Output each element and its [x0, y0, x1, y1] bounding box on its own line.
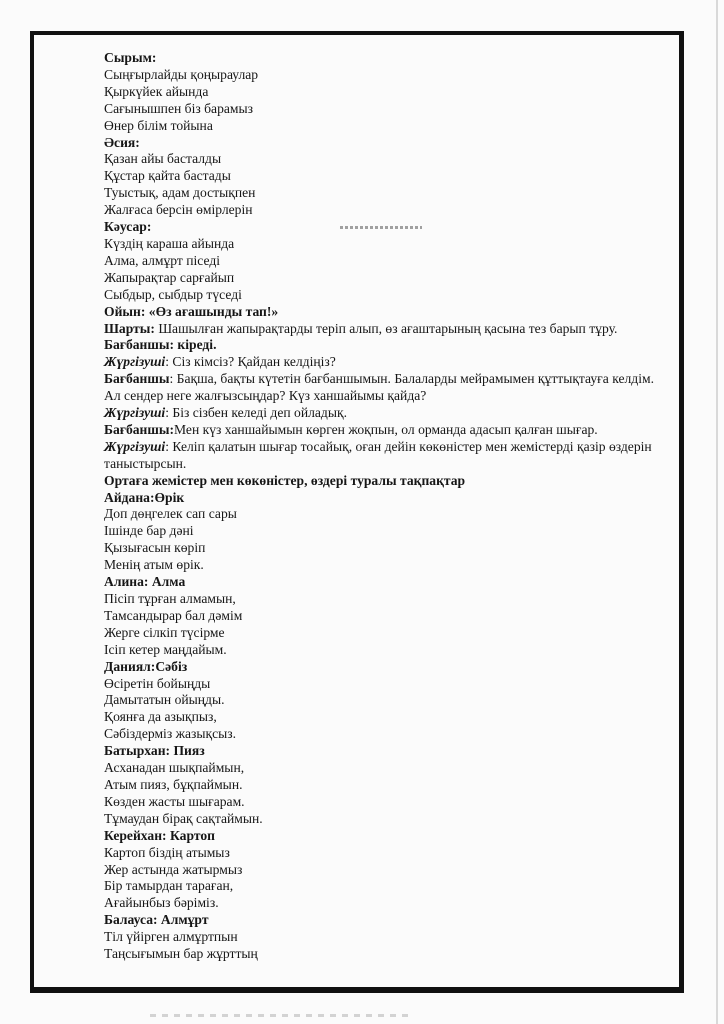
text-line: [104, 676, 664, 693]
text-line: [104, 878, 664, 895]
dialogue-text: : Сіз кімсіз? Қайдан келдіңіз?: [165, 354, 336, 370]
verse-line: Бір тамырдан тараған,: [104, 878, 234, 894]
verse-line: Менің атым өрік.: [104, 557, 204, 573]
speaker-label: Жүргізуші: [104, 405, 166, 421]
text-line: [104, 608, 664, 625]
text-line: [104, 811, 664, 828]
verse-line: Сыңғырлайды қоңыраулар: [104, 66, 259, 82]
verse-line: Тамсандырар бал дәмім: [104, 607, 243, 623]
verse-line: Тіл үйірген алмұртпын: [104, 929, 238, 945]
verse-line: Сәбіздерміз жазықсыз.: [104, 726, 237, 742]
text-line: [104, 67, 664, 84]
text-line: [104, 236, 664, 253]
speaker-label: Жүргізуші: [104, 438, 166, 454]
text-line: [104, 202, 664, 219]
speaker-label: Жүргізуші: [104, 354, 166, 370]
verse-line: Пісіп тұрған алмамын,: [104, 591, 236, 606]
verse-line: Жапырақтар сарғайып: [104, 269, 235, 285]
verse-line: Жалғаса берсін өмірлерін: [104, 202, 253, 218]
verse-line: Күздің караша айында: [104, 235, 235, 251]
text-line: [104, 439, 664, 473]
text-line: [104, 828, 664, 845]
text-line: [104, 185, 664, 202]
verse-line: Қоянға да азықпыз,: [104, 709, 217, 725]
speaker-label: Бағбаншы:: [104, 421, 174, 437]
verse-line: Картоп біздің атымыз: [104, 844, 230, 860]
verse-line: Өнер білім тойына: [104, 117, 213, 133]
speaker-heading: Бағбаншы: кіреді.: [104, 337, 217, 353]
text-line: [104, 692, 664, 709]
dialogue-text: : Келіп қалатын шығар тосайық, оған дейін көкөністер мен жемістерді қазір өздерін таныстырсын.: [104, 438, 652, 471]
verse-line: Дамытатын ойыңды.: [104, 692, 225, 708]
verse-line: Таңсығымын бар жұрттың: [104, 946, 258, 962]
verse-line: Құстар қайта бастады: [104, 168, 231, 184]
speaker-heading: Керейхан: Картоп: [104, 827, 215, 843]
scan-edge: [716, 0, 718, 1024]
speaker-heading: Айдана:Өрік: [104, 489, 185, 505]
text-line: [104, 743, 664, 760]
text-line: [104, 337, 664, 354]
verse-line: Туыстық, адам достықпен: [104, 185, 256, 201]
text-line: [104, 845, 664, 862]
text-line: [104, 625, 664, 642]
verse-line: Сыбдыр, сыбдыр түседі: [104, 286, 242, 302]
speaker-heading: Даниял:Сәбіз: [104, 658, 188, 674]
text-line: [104, 371, 664, 405]
verse-line: Атым пияз, бұқпаймын.: [104, 776, 243, 792]
speaker-label: Шарты:: [104, 320, 155, 336]
text-line: [104, 709, 664, 726]
dialogue-text: : Бақша, бақты күтетін бағбаншымын. Балаларды мейрамымен құттықтауға келдім. Ал сендер неге жалғызсыңдар? Күз ханшайымы қайда?: [104, 371, 654, 404]
speaker-label: Ойын:: [104, 303, 146, 319]
text-line: [104, 118, 664, 135]
text-line: [104, 422, 664, 439]
text-line: [104, 929, 664, 946]
text-line: [104, 506, 664, 523]
speaker-heading: Алина: Алма: [104, 574, 186, 590]
text-line: [104, 253, 664, 270]
text-line: [104, 557, 664, 574]
script-text-block: [104, 50, 664, 963]
text-line: [104, 591, 664, 608]
text-line: [104, 777, 664, 794]
verse-line: Ісіп кетер маңдайым.: [104, 641, 227, 657]
text-line: [104, 354, 664, 371]
text-line: [104, 84, 664, 101]
verse-line: Ішінде бар дәні: [104, 523, 194, 539]
text-line: [104, 405, 664, 422]
speaker-heading: Кәусар:: [104, 219, 152, 235]
dialogue-text: Шашылған жапырақтарды теріп алып, өз ағаштарының қасына тез барып тұру.: [154, 320, 618, 336]
speaker-heading: Ортаға жемістер мен көкөністер, өздері туралы тақпақтар: [104, 472, 466, 488]
text-line: [104, 101, 664, 118]
text-line: [104, 219, 664, 236]
text-line: [104, 523, 664, 540]
scan-bottom-noise: [150, 1014, 410, 1017]
text-line: [104, 862, 664, 879]
text-line: [104, 304, 664, 321]
text-line: [104, 151, 664, 168]
verse-line: Қыркүйек айында: [104, 83, 209, 99]
text-line: [104, 135, 664, 152]
verse-line: Сағынышпен біз барамыз: [104, 100, 254, 116]
verse-line: Тұмаудан бірақ сақтаймын.: [104, 810, 263, 826]
verse-line: Қызығасын көріп: [104, 540, 206, 556]
text-line: [104, 642, 664, 659]
verse-line: Өсіретін бойыңды: [104, 675, 211, 691]
text-line: [104, 540, 664, 557]
dialogue-text: «Өз ағашынды тап!»: [145, 303, 279, 319]
dialogue-text: : Біз сізбен келеді деп ойладық.: [165, 405, 347, 421]
verse-line: Жер астында жатырмыз: [104, 861, 243, 877]
text-line: [104, 760, 664, 777]
speaker-heading: Әсия:: [104, 134, 140, 150]
text-line: [104, 287, 664, 304]
text-line: [104, 895, 664, 912]
speaker-heading: Сырым:: [104, 50, 157, 65]
speaker-label: Бағбаншы: [104, 371, 170, 387]
speaker-heading: Батырхан: Пияз: [104, 743, 205, 759]
text-line: [104, 794, 664, 811]
text-line: [104, 574, 664, 591]
text-line: [104, 946, 664, 963]
text-line: [104, 50, 664, 67]
verse-line: Ағайынбыз бәріміз.: [104, 895, 219, 911]
text-line: [104, 659, 664, 676]
text-line: [104, 270, 664, 287]
text-line: [104, 473, 664, 490]
text-line: [104, 321, 664, 338]
verse-line: Асханадан шықпаймын,: [104, 760, 245, 776]
text-line: [104, 726, 664, 743]
verse-line: Көзден жасты шығарам.: [104, 793, 245, 809]
dialogue-text: Мен күз ханшайымын көрген жоқпын, ол орманда адасып қалған шығар.: [174, 421, 598, 437]
text-line: [104, 490, 664, 507]
verse-line: Қазан айы басталды: [104, 151, 222, 167]
text-line: [104, 168, 664, 185]
verse-line: Доп дөңгелек сап сары: [104, 506, 237, 522]
verse-line: Алма, алмұрт піседі: [104, 252, 221, 268]
speaker-heading: Балауса: Алмұрт: [104, 912, 209, 928]
text-line: [104, 912, 664, 929]
verse-line: Жерге сілкіп түсірме: [104, 624, 225, 640]
